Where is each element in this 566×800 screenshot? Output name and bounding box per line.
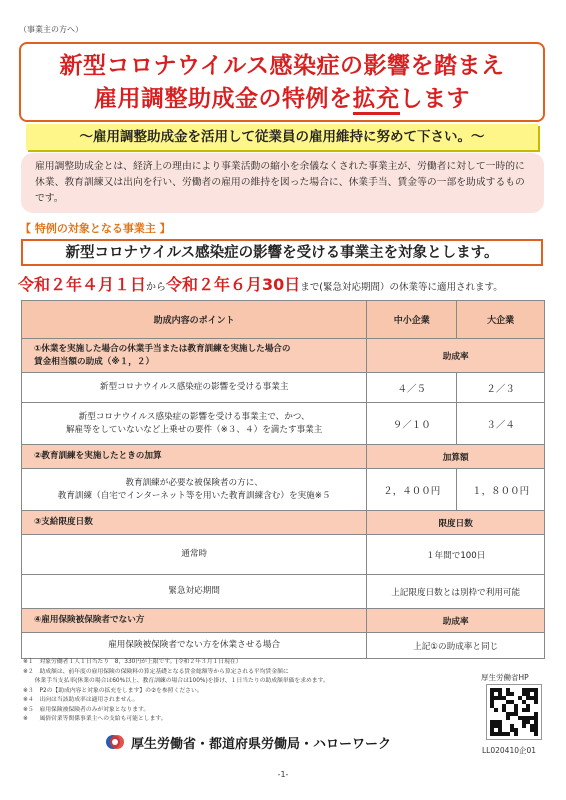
header-point: 助成内容のポイント	[22, 301, 367, 339]
section-label: 【 特例の対象となる事業主 】	[20, 222, 171, 235]
subsidy-table	[21, 300, 545, 659]
page-number: -1-	[277, 770, 289, 779]
section-1-right: 助成率	[367, 339, 545, 373]
header-large: 大企業	[457, 301, 545, 339]
section-1-title: ①休業を実施した場合の休業手当または教育訓練を実施した場合の 賃金相当額の助成（※１，２）	[22, 339, 367, 373]
section-2-title: ②教育訓練を実施したときの加算	[22, 445, 367, 469]
table-row	[22, 575, 545, 609]
row-sme-value: ４／５	[367, 373, 457, 403]
row-label: 教育訓練が必要な被保険者の方に、 教育訓練（自宅でインターネット等を用いた教育訓練含む）を実施※５	[22, 469, 367, 511]
period-end: 令和２年６月30日	[166, 275, 301, 294]
footnotes	[23, 658, 463, 725]
footnote: ※１ 対象労働者１人１日当たり 8，330円が上限です。(令和２年３月１日現在）	[23, 659, 242, 665]
footnote: ※３ P2の【助成内容と対象の拡充をします】の②を参照ください。	[23, 687, 203, 694]
footnote: ※ 風俗営業等関係事業主への支給も可能とします。	[23, 716, 167, 722]
footnote: ※２ 助成額は、前年度の雇用保険の保険料の算定基礎となる賃金総額等から算定される平均賃金額に	[23, 668, 289, 675]
row-label: 新型コロナウイルス感染症の影響を受ける事業主	[22, 373, 367, 403]
row-merged-value: １年間で100日	[367, 535, 545, 575]
row-label: 通常時	[22, 535, 367, 575]
title-line-2-pre: 雇用調整助成金の特例を	[94, 86, 353, 112]
title-line-2-underlined: 拡充	[353, 86, 400, 115]
row-sme-value: ９／１０	[367, 403, 457, 445]
section-4-title: ④雇用保険被保険者でない方	[22, 609, 367, 633]
row-merged-value: 上記①の助成率と同じ	[367, 633, 545, 659]
row-large-value: １，８００円	[457, 469, 545, 511]
title-line-2	[21, 83, 543, 116]
period-rest: まで(緊急対応期間）の休業等に適用されます。	[300, 282, 503, 293]
period-statement	[18, 272, 548, 295]
table-row	[22, 469, 545, 511]
row-merged-value: 上記限度日数とは別枠で利用可能	[367, 575, 545, 609]
footnote: ※５ 雇用保険被保険者のみが対象となります。	[23, 706, 150, 713]
document-code: LL020410企01	[482, 746, 537, 755]
ministry-text: 厚生労働省・都道府県労働局・ハローワーク	[131, 736, 392, 752]
title-box	[19, 42, 545, 122]
header-sme: 中小企業	[367, 301, 457, 339]
title-line-2-post: します	[399, 86, 470, 112]
intro-paragraph: 雇用調整助成金とは、経済上の理由により事業活動の縮小を余儀なくされた事業主が、労働者に対して一時的に休業、教育訓練又は出向を行い、労働者の雇用の維持を図った場合に、休業手当、賃金等の一部を助成するものです。	[21, 153, 544, 213]
footnote: ※４ 出向は当該助成率は適用されません。	[23, 697, 139, 703]
hp-label: 厚生労働省HP	[481, 673, 529, 682]
table-row	[22, 633, 545, 659]
title-line-1: 新型コロナウイルス感染症の影響を踏まえ	[59, 53, 505, 79]
table-row	[22, 535, 545, 575]
period-from: から	[146, 282, 167, 293]
section-2-row	[22, 445, 545, 469]
period-start: 令和２年４月１日	[18, 275, 147, 294]
section-2-right: 加算額	[367, 445, 545, 469]
section-4-row	[22, 609, 545, 633]
row-sme-value: ２，４００円	[367, 469, 457, 511]
qr-code[interactable]	[486, 684, 542, 740]
section-4-right: 助成率	[367, 609, 545, 633]
row-label: 雇用保険被保険者でない方を休業させる場合	[22, 633, 367, 659]
subtitle-banner: ～雇用調整助成金を活用して従業員の雇用維持に努めて下さい。～	[26, 124, 538, 150]
table-row	[22, 373, 545, 403]
section-3-right: 限度日数	[367, 511, 545, 535]
section-1-row	[22, 339, 545, 373]
row-label: 新型コロナウイルス感染症の影響を受ける事業主で、かつ、 解雇等をしていないなど上乗せの要件（※３、４）を満たす事業主	[22, 403, 367, 445]
section-3-row	[22, 511, 545, 535]
footnote: 休業手当支払率(休業の場合は60%以上、教育訓練の場合は100%)を掛け、１日当たりの助成額単価を求めます。	[23, 678, 329, 684]
table-header-row	[22, 301, 545, 339]
row-large-value: ３／４	[457, 403, 545, 445]
audience-label: （事業主の方へ）	[19, 25, 83, 34]
table-row	[22, 403, 545, 445]
row-label: 緊急対応期間	[22, 575, 367, 609]
section-3-title: ③支給限度日数	[22, 511, 367, 535]
ministry-footer	[105, 732, 391, 752]
ministry-logo-icon	[105, 732, 125, 752]
qr-code-pattern	[490, 688, 538, 736]
target-statement: 新型コロナウイルス感染症の影響を受ける事業主を対象とします。	[21, 239, 543, 266]
row-large-value: ２／３	[457, 373, 545, 403]
